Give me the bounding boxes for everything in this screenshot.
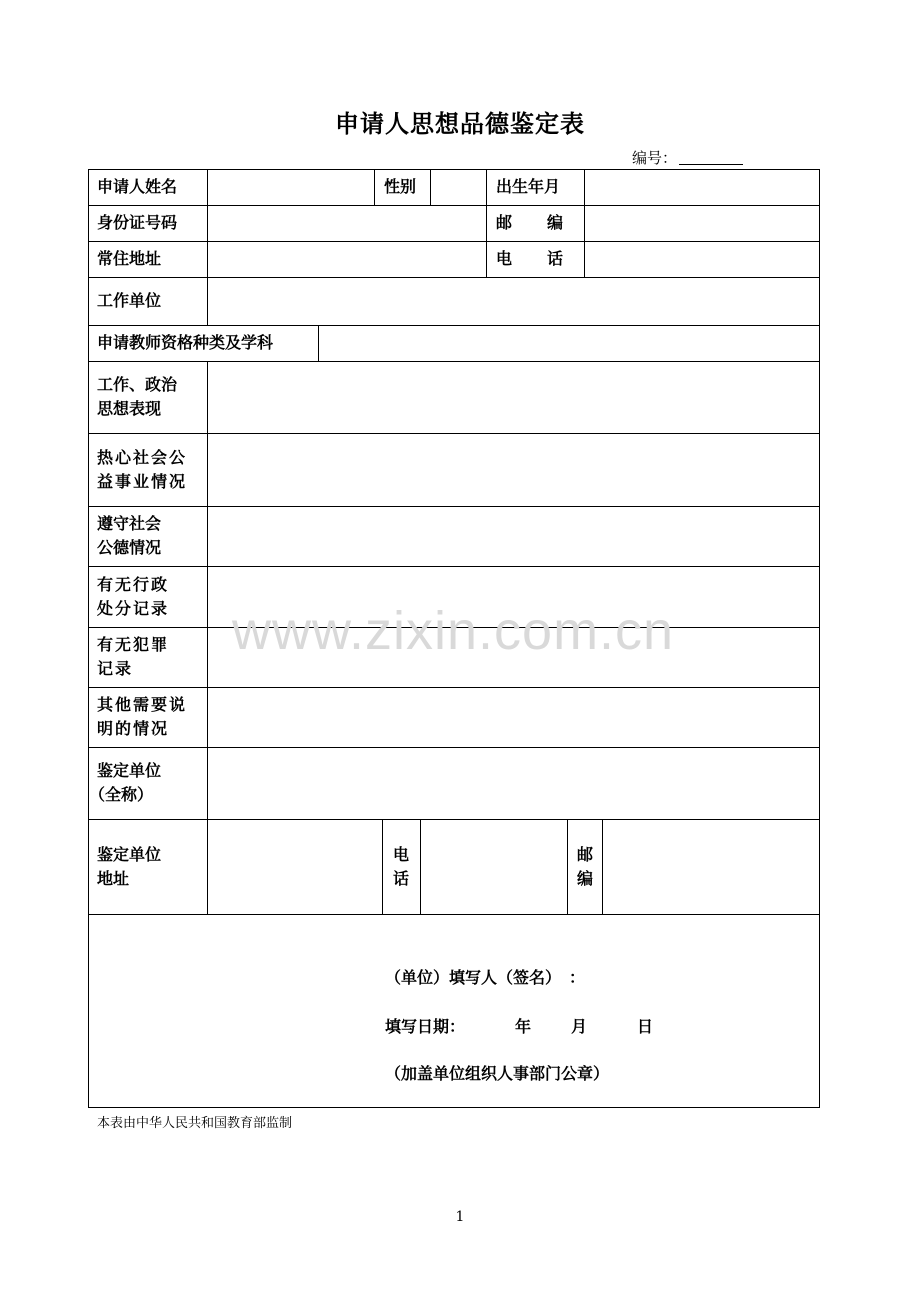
social-ethics-input[interactable] [208, 507, 819, 566]
label-line: 地址 [97, 869, 130, 888]
social-ethics-label [97, 512, 161, 560]
public-welfare-input[interactable] [208, 434, 819, 506]
table-border-right [819, 169, 820, 1108]
other-info-input[interactable] [208, 688, 819, 747]
id-number-input[interactable] [208, 206, 486, 241]
day-label: 日 [637, 1017, 654, 1036]
label-line: 编 [577, 869, 594, 888]
table-border-bottom [88, 1107, 820, 1108]
form-title: 申请人思想品德鉴定表 [335, 109, 585, 138]
fill-date-label: 填写日期： [385, 1017, 466, 1036]
appraiser-label [89, 759, 162, 807]
watermark-text: www.zixin.com.cn [232, 601, 675, 661]
serial-number-label: 编号： [632, 149, 678, 167]
table-border-left [88, 169, 89, 1108]
serial-number-blank[interactable] [679, 149, 743, 165]
label-line: 话 [393, 869, 410, 888]
postcode-input[interactable] [585, 206, 819, 241]
label-line: 明的情况 [97, 719, 170, 738]
col-divider [567, 819, 568, 915]
public-welfare-label [97, 446, 187, 494]
label-line: 益事业情况 [97, 472, 188, 491]
label-line: 记录 [97, 659, 134, 678]
appraiser-postcode-input[interactable] [603, 820, 819, 914]
political-input[interactable] [208, 362, 819, 433]
birth-date-input[interactable] [585, 170, 819, 205]
label-line: 邮 [577, 845, 594, 864]
cert-type-label: 申请教师资格种类及学科 [97, 333, 274, 352]
appraiser-phone-input[interactable] [421, 820, 567, 914]
col-divider [374, 169, 375, 206]
col-divider [486, 169, 487, 278]
cert-type-input[interactable] [319, 326, 819, 361]
seal-note: （加盖单位组织人事部门公章） [385, 1064, 610, 1083]
label-line: 其他需要说 [97, 695, 188, 714]
label-line: 处分记录 [97, 599, 170, 618]
label-line: （全称） [89, 785, 154, 804]
appraiser-address-label [97, 843, 161, 891]
work-unit-input[interactable] [208, 278, 819, 325]
phone-input[interactable] [585, 242, 819, 277]
col-divider [382, 819, 383, 915]
id-number-label: 身份证号码 [97, 213, 178, 232]
applicant-name-input[interactable] [208, 170, 374, 205]
year-label: 年 [515, 1017, 532, 1036]
month-label: 月 [571, 1017, 588, 1036]
appraiser-address-input[interactable] [208, 820, 382, 914]
political-label [97, 373, 177, 421]
label-line: 电 [393, 845, 410, 864]
work-unit-label: 工作单位 [97, 291, 162, 310]
fill-date-line[interactable] [385, 1014, 654, 1037]
address-input[interactable] [208, 242, 486, 277]
criminal-record-label [97, 633, 169, 681]
label-line: 有无行政 [97, 575, 170, 594]
filler-signature-line[interactable]: （单位）填写人（签名） ： [385, 968, 586, 987]
label-line: 有无犯罪 [97, 635, 170, 654]
label-line: 热心社会公 [97, 448, 188, 467]
row-divider [88, 914, 820, 915]
applicant-name-label: 申请人姓名 [97, 177, 178, 196]
appraiser-phone-label [393, 843, 409, 891]
phone-label: 电 话 [496, 249, 565, 268]
label-line: 鉴定单位 [97, 761, 162, 780]
appraiser-postcode-label [577, 843, 593, 891]
label-line: 遵守社会 [97, 514, 162, 533]
address-label: 常住地址 [97, 249, 162, 268]
gender-label: 性别 [384, 177, 417, 196]
birth-date-label: 出生年月 [496, 177, 561, 196]
admin-penalty-label [97, 573, 169, 621]
label-line: 工作、政治 [97, 375, 178, 394]
gender-input[interactable] [431, 170, 486, 205]
page-number: 1 [455, 1209, 465, 1225]
footer-note: 本表由中华人民共和国教育部监制 [97, 1116, 293, 1131]
label-line: 公德情况 [97, 538, 162, 557]
serial-number-field[interactable] [632, 147, 743, 168]
label-line: 鉴定单位 [97, 845, 162, 864]
appraiser-input[interactable] [208, 748, 819, 819]
postcode-label: 邮 编 [496, 213, 565, 232]
other-info-label [97, 693, 187, 741]
label-line: 思想表现 [97, 399, 162, 418]
